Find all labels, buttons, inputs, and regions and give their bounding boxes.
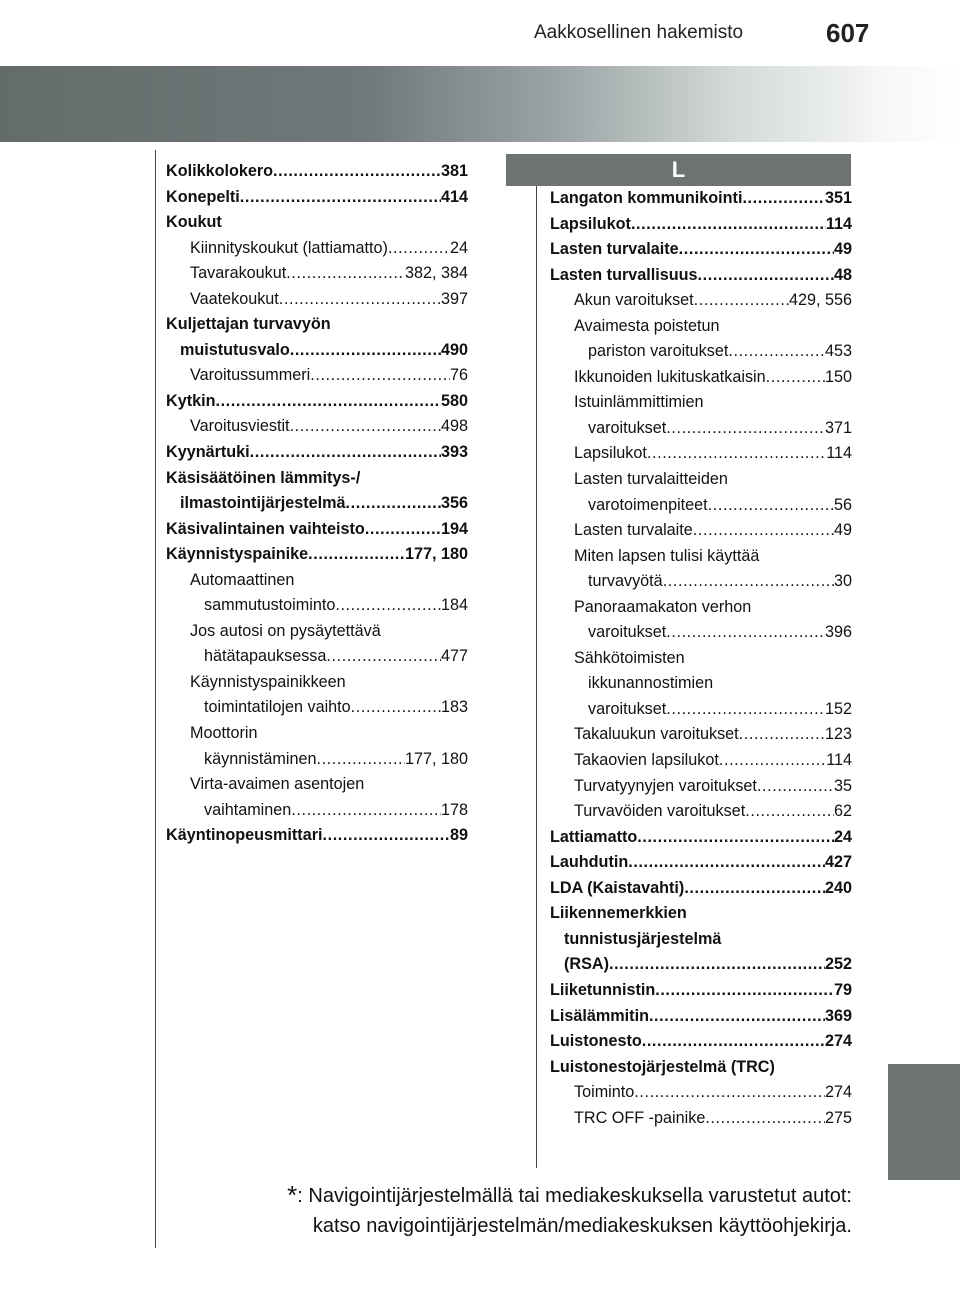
index-entry-text: Varoitusviestit bbox=[190, 417, 290, 436]
index-entry-text: ilmastointijärjestelmä bbox=[180, 494, 346, 513]
dot-leader bbox=[719, 748, 826, 774]
index-entry-page: 49 bbox=[833, 521, 852, 540]
index-entry-page: 414 bbox=[440, 187, 468, 206]
index-entry bbox=[550, 952, 852, 978]
index-entry bbox=[166, 312, 468, 338]
index-entry-text: Turvavöiden varoitukset bbox=[574, 802, 746, 821]
dot-leader bbox=[351, 695, 441, 721]
index-entry bbox=[550, 518, 852, 544]
index-entry-text: pariston varoitukset bbox=[588, 342, 729, 361]
column-rule-left bbox=[155, 150, 156, 1248]
index-entry bbox=[166, 823, 468, 849]
index-entry-text: sammutustoiminto bbox=[204, 596, 336, 615]
dot-leader bbox=[634, 1080, 825, 1106]
dot-leader bbox=[286, 261, 405, 287]
index-entry-text: Käynnistyspainike bbox=[166, 545, 309, 564]
index-entry bbox=[166, 338, 468, 364]
footnote-text-1: : Navigointijärjestelmällä tai mediakeskuksella varustetut autot: bbox=[297, 1185, 852, 1207]
dot-leader bbox=[666, 416, 825, 442]
index-entry-text: Konepelti bbox=[166, 187, 240, 206]
index-entry-text: Käynnistyspainikkeen bbox=[190, 672, 346, 691]
index-entry bbox=[550, 876, 852, 902]
index-entry bbox=[550, 671, 852, 697]
footnote-line-2: katso navigointijärjestelmän/mediakeskuksen käyttöohjekirja. bbox=[312, 1215, 852, 1237]
index-entry-text: Avaimesta poistetun bbox=[574, 316, 720, 335]
index-entry bbox=[550, 212, 852, 238]
index-entry bbox=[550, 569, 852, 595]
index-entry bbox=[166, 721, 468, 747]
running-header-title: Aakkosellinen hakemisto bbox=[534, 22, 744, 43]
dot-leader bbox=[679, 237, 834, 263]
dot-leader bbox=[326, 644, 441, 670]
index-entry-text: Käsivalintainen vaihteisto bbox=[166, 519, 365, 538]
index-column-left bbox=[166, 159, 468, 849]
index-entry-text: Vaatekoukut bbox=[190, 289, 279, 308]
index-entry bbox=[550, 595, 852, 621]
dot-leader bbox=[323, 823, 450, 849]
index-entry-page: 371 bbox=[824, 418, 852, 437]
index-entry-page: 393 bbox=[440, 443, 468, 462]
index-entry-text: toimintatilojen vaihto bbox=[204, 698, 351, 717]
index-entry-page: 580 bbox=[440, 391, 468, 410]
index-entry-page: 177, 180 bbox=[404, 749, 468, 768]
index-entry-text: varoitukset bbox=[588, 623, 667, 642]
dot-leader bbox=[684, 876, 825, 902]
index-entry-text: varoitukset bbox=[588, 418, 667, 437]
index-entry-text: Liiketunnistin bbox=[550, 980, 656, 999]
index-entry-text: Käsisäätöinen lämmitys-/ bbox=[166, 468, 361, 487]
index-entry bbox=[550, 646, 852, 672]
index-entry bbox=[550, 339, 852, 365]
index-entry-page: 183 bbox=[440, 698, 468, 717]
index-entry-page: 274 bbox=[824, 1083, 852, 1102]
index-entry bbox=[550, 441, 852, 467]
dot-leader bbox=[649, 1004, 825, 1030]
index-entry bbox=[166, 772, 468, 798]
index-entry bbox=[550, 493, 852, 519]
index-entry bbox=[550, 1080, 852, 1106]
index-entry-page: 35 bbox=[833, 776, 852, 795]
index-entry bbox=[550, 978, 852, 1004]
index-entry bbox=[166, 568, 468, 594]
dot-leader bbox=[705, 1106, 825, 1132]
index-entry-text: Automaattinen bbox=[190, 570, 295, 589]
index-entry bbox=[166, 363, 468, 389]
dot-leader bbox=[698, 263, 834, 289]
dot-leader bbox=[745, 799, 834, 825]
index-entry-page: 56 bbox=[833, 495, 852, 514]
index-entry bbox=[550, 1029, 852, 1055]
index-entry bbox=[550, 1004, 852, 1030]
index-entry bbox=[550, 850, 852, 876]
index-entry-text: Lauhdutin bbox=[550, 853, 629, 872]
index-entry-text: Kiinnityskoukut (lattiamatto) bbox=[190, 238, 388, 257]
index-entry-page: 382, 384 bbox=[404, 264, 468, 283]
index-entry bbox=[166, 619, 468, 645]
index-entry-text: Jos autosi on pysäytettävä bbox=[190, 621, 381, 640]
index-entry-page: 24 bbox=[833, 827, 852, 846]
index-entry bbox=[550, 774, 852, 800]
index-entry-text: vaihtaminen bbox=[204, 800, 292, 819]
index-entry-page: 498 bbox=[440, 417, 468, 436]
index-entry bbox=[166, 491, 468, 517]
index-entry-page: 123 bbox=[824, 725, 852, 744]
index-entry bbox=[550, 390, 852, 416]
index-entry bbox=[166, 414, 468, 440]
thumb-index-tab bbox=[888, 1064, 960, 1180]
index-entry-text: käynnistäminen bbox=[204, 749, 317, 768]
index-entry bbox=[166, 517, 468, 543]
dot-leader bbox=[757, 774, 834, 800]
index-entry-text: Takaovien lapsilukot bbox=[574, 751, 719, 770]
index-entry-page: 274 bbox=[824, 1032, 852, 1051]
index-entry-text: Miten lapsen tulisi käyttää bbox=[574, 546, 760, 565]
index-entry bbox=[550, 237, 852, 263]
index-entry bbox=[550, 825, 852, 851]
index-entry-text: Ikkunoiden lukituskatkaisin bbox=[574, 367, 766, 386]
dot-leader bbox=[766, 365, 825, 391]
index-entry-page: 453 bbox=[824, 342, 852, 361]
index-entry-page: 351 bbox=[824, 189, 852, 207]
index-entry-text: Lapsilukot bbox=[550, 214, 631, 233]
dot-leader bbox=[739, 722, 825, 748]
index-entry-page: 177, 180 bbox=[404, 545, 468, 564]
index-entry bbox=[166, 466, 468, 492]
index-entry bbox=[550, 927, 852, 953]
index-entry bbox=[550, 186, 852, 212]
index-entry-page: 427 bbox=[824, 853, 852, 872]
dot-leader bbox=[316, 747, 405, 773]
index-entry-page: 194 bbox=[440, 519, 468, 538]
index-entry bbox=[550, 314, 852, 340]
index-entry-page: 252 bbox=[824, 955, 852, 974]
index-entry bbox=[166, 185, 468, 211]
index-entry bbox=[550, 544, 852, 570]
index-entry bbox=[166, 440, 468, 466]
index-entry bbox=[550, 620, 852, 646]
column-rule-middle bbox=[536, 186, 537, 1168]
dot-leader bbox=[279, 287, 441, 313]
dot-leader bbox=[693, 518, 834, 544]
index-entry-page: 24 bbox=[449, 238, 468, 257]
dot-leader bbox=[694, 288, 789, 314]
index-entry-text: Takaluukun varoitukset bbox=[574, 725, 739, 744]
dot-leader bbox=[663, 569, 834, 595]
index-entry-page: 396 bbox=[824, 623, 852, 642]
index-entry-text: Liikennemerkkien bbox=[550, 904, 687, 923]
index-entry bbox=[166, 670, 468, 696]
index-entry-text: Lasten turvalaite bbox=[574, 521, 693, 540]
dot-leader bbox=[628, 850, 825, 876]
index-entry bbox=[166, 593, 468, 619]
dot-leader bbox=[290, 414, 441, 440]
index-entry-text: Panoraamakaton verhon bbox=[574, 597, 752, 616]
header-banner bbox=[0, 66, 960, 142]
index-entry-page: 429, 556 bbox=[788, 291, 852, 310]
dot-leader bbox=[335, 593, 441, 619]
index-entry-page: 49 bbox=[833, 240, 852, 259]
index-entry bbox=[166, 389, 468, 415]
index-entry-text: ikkunannostimien bbox=[588, 674, 714, 693]
index-entry-text: Virta-avaimen asentojen bbox=[190, 775, 365, 794]
dot-leader bbox=[637, 825, 834, 851]
dot-leader bbox=[346, 491, 441, 517]
dot-leader bbox=[308, 542, 405, 568]
index-entry-text: Luistonesto bbox=[550, 1032, 642, 1051]
index-entry-text: Lasten turvalaite bbox=[550, 240, 679, 259]
index-entry-text: Tavarakoukut bbox=[190, 264, 287, 283]
index-entry-page: 114 bbox=[826, 751, 852, 770]
index-entry bbox=[166, 210, 468, 236]
index-entry-page: 240 bbox=[824, 878, 852, 897]
index-entry-page: 48 bbox=[833, 265, 852, 284]
dot-leader bbox=[708, 493, 834, 519]
index-entry-text: Kuljettajan turvavyön bbox=[166, 315, 331, 334]
index-entry-text: Varoitussummeri bbox=[190, 366, 311, 385]
index-entry-text: hätätapauksessa bbox=[204, 647, 327, 666]
index-entry bbox=[550, 1106, 852, 1132]
dot-leader bbox=[631, 212, 826, 238]
dot-leader bbox=[215, 389, 441, 415]
index-entry-page: 477 bbox=[440, 647, 468, 666]
footnote-line-1 bbox=[150, 1180, 852, 1211]
index-entry-page: 30 bbox=[833, 572, 852, 591]
index-entry bbox=[166, 644, 468, 670]
index-entry-page: 114 bbox=[826, 444, 852, 463]
dot-leader bbox=[273, 159, 441, 185]
dot-leader bbox=[609, 952, 825, 978]
index-entry bbox=[550, 799, 852, 825]
index-entry-page: 79 bbox=[833, 980, 852, 999]
index-entry-text: (RSA) bbox=[564, 955, 609, 974]
dot-leader bbox=[365, 517, 441, 543]
footnote bbox=[150, 1180, 852, 1241]
page-number: 607 bbox=[826, 18, 870, 48]
index-entry bbox=[166, 236, 468, 262]
index-entry bbox=[166, 261, 468, 287]
dot-leader bbox=[642, 1029, 825, 1055]
index-entry-text: Lapsilukot bbox=[574, 444, 647, 463]
section-letter-header: L bbox=[506, 154, 851, 186]
index-entry bbox=[550, 467, 852, 493]
dot-leader bbox=[728, 339, 825, 365]
index-entry-text: Turvatyynyjen varoitukset bbox=[574, 776, 757, 795]
index-column-right bbox=[550, 186, 852, 1131]
dot-leader bbox=[250, 440, 441, 466]
dot-leader bbox=[647, 441, 826, 467]
index-entry-text: turvavyötä bbox=[588, 572, 663, 591]
index-entry-text: Kolikkolokero bbox=[166, 162, 274, 180]
index-entry-text: Langaton kommunikointi bbox=[550, 189, 743, 207]
index-entry bbox=[550, 416, 852, 442]
index-entry-page: 152 bbox=[824, 699, 852, 718]
index-entry-text: Lasten turvallisuus bbox=[550, 265, 698, 284]
index-entry-page: 76 bbox=[449, 366, 468, 385]
dot-leader bbox=[310, 363, 450, 389]
index-entry-text: Käyntinopeusmittari bbox=[166, 826, 323, 845]
index-entry-page: 397 bbox=[440, 289, 468, 308]
index-entry-text: varotoimenpiteet bbox=[588, 495, 708, 514]
index-entry-text: Lasten turvalaitteiden bbox=[574, 470, 728, 489]
index-entry-text: Istuinlämmittimien bbox=[574, 393, 704, 412]
index-entry-text: Moottorin bbox=[190, 724, 258, 743]
dot-leader bbox=[290, 338, 441, 364]
index-entry bbox=[550, 365, 852, 391]
index-entry-page: 369 bbox=[824, 1006, 852, 1025]
index-entry bbox=[166, 287, 468, 313]
index-entry bbox=[550, 748, 852, 774]
index-entry-text: Lattiamatto bbox=[550, 827, 638, 846]
index-entry bbox=[166, 798, 468, 824]
index-entry bbox=[166, 542, 468, 568]
index-entry-text: Koukut bbox=[166, 213, 222, 232]
index-entry-page: 114 bbox=[825, 214, 852, 233]
index-entry-page: 275 bbox=[824, 1108, 852, 1127]
index-entry-text: LDA (Kaistavahti) bbox=[550, 878, 685, 897]
index-entry bbox=[550, 263, 852, 289]
index-entry-text: Toiminto bbox=[574, 1083, 635, 1102]
index-entry-page: 62 bbox=[833, 802, 852, 821]
index-entry-text: Kytkin bbox=[166, 391, 216, 410]
index-entry bbox=[550, 697, 852, 723]
index-entry-page: 356 bbox=[440, 494, 468, 513]
dot-leader bbox=[666, 620, 825, 646]
dot-leader bbox=[666, 697, 825, 723]
index-entry-text: TRC OFF -painike bbox=[574, 1108, 706, 1127]
dot-leader bbox=[655, 978, 834, 1004]
dot-leader bbox=[742, 186, 825, 212]
index-entry-text: Sähkötoimisten bbox=[574, 648, 685, 667]
index-entry-page: 184 bbox=[440, 596, 468, 615]
index-entry bbox=[166, 695, 468, 721]
index-entry bbox=[550, 901, 852, 927]
index-entry-text: Kyynärtuki bbox=[166, 443, 250, 462]
footnote-marker: * bbox=[287, 1180, 298, 1210]
index-entry-text: Akun varoitukset bbox=[574, 291, 694, 310]
index-entry-text: Luistonestojärjestelmä (TRC) bbox=[550, 1057, 775, 1076]
index-entry-page: 178 bbox=[440, 800, 468, 819]
index-entry-page: 490 bbox=[440, 340, 468, 359]
index-entry-text: varoitukset bbox=[588, 699, 667, 718]
index-entry bbox=[550, 1055, 852, 1081]
dot-leader bbox=[240, 185, 441, 211]
index-entry-page: 89 bbox=[449, 826, 468, 845]
index-entry bbox=[550, 288, 852, 314]
index-entry-page: 381 bbox=[440, 162, 468, 180]
dot-leader bbox=[388, 236, 450, 262]
index-entry bbox=[550, 722, 852, 748]
index-entry bbox=[166, 747, 468, 773]
index-entry-page: 150 bbox=[824, 367, 852, 386]
index-entry-text: Lisälämmitin bbox=[550, 1006, 649, 1025]
index-entry-text: muistutusvalo bbox=[180, 340, 290, 359]
dot-leader bbox=[291, 798, 441, 824]
index-entry bbox=[166, 159, 468, 185]
index-entry-text: tunnistusjärjestelmä bbox=[564, 929, 722, 948]
